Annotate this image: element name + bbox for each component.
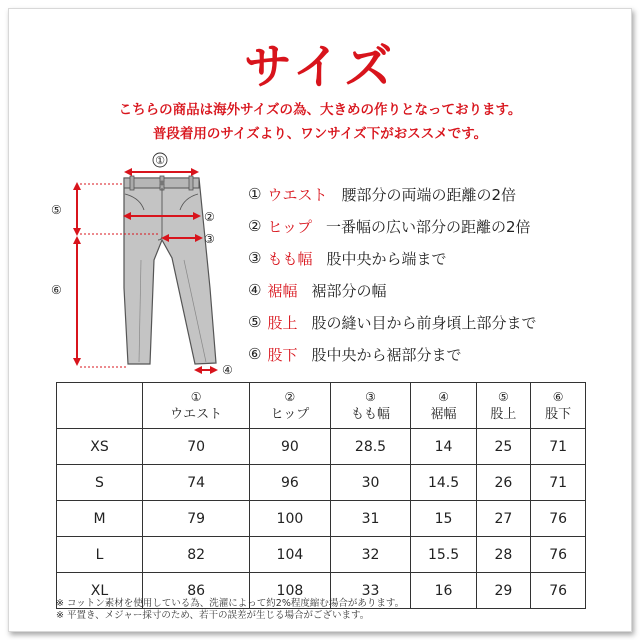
table-row xyxy=(57,429,586,465)
header-corner-cell xyxy=(57,383,143,429)
definition-name: ヒップ xyxy=(267,217,313,236)
table-cell: 15.5 xyxy=(411,537,476,573)
table-cell: 27 xyxy=(476,501,531,537)
column-label: ウエスト xyxy=(170,406,223,422)
definition-description: 一番幅の広い部分の距離の2倍 xyxy=(326,217,531,236)
measurement-definitions xyxy=(248,178,628,370)
table-cell: 14.5 xyxy=(411,465,476,501)
definition-name: 股下 xyxy=(267,345,298,364)
table-cell: 90 xyxy=(250,429,330,465)
column-number: ① xyxy=(190,389,202,404)
column-header xyxy=(330,383,411,429)
marker-5-label: ⑤ xyxy=(51,203,62,217)
definition-number: ② xyxy=(248,217,262,235)
column-header xyxy=(476,383,531,429)
definition-description: 腰部分の両端の距離の2倍 xyxy=(341,185,517,204)
definition-name: 裾幅 xyxy=(267,281,298,300)
column-header xyxy=(143,383,250,429)
definition-description: 裾部分の幅 xyxy=(311,281,387,300)
column-number: ④ xyxy=(438,389,449,404)
table-cell: 79 xyxy=(143,501,250,537)
column-header xyxy=(250,383,330,429)
table-cell: 28 xyxy=(476,537,531,573)
table-cell: 26 xyxy=(476,465,531,501)
table-row xyxy=(57,465,586,501)
column-label: 股上 xyxy=(490,406,517,422)
table-cell: 76 xyxy=(531,537,586,573)
table-cell: 86 xyxy=(143,573,250,609)
size-label: S xyxy=(57,465,143,501)
column-label: 股下 xyxy=(545,406,572,422)
table-cell: 71 xyxy=(531,465,586,501)
table-cell: 76 xyxy=(531,573,586,609)
size-label: M xyxy=(57,501,143,537)
table-cell: 74 xyxy=(143,465,250,501)
definition-row xyxy=(248,274,628,306)
table-cell: 25 xyxy=(476,429,531,465)
table-cell: 30 xyxy=(330,465,411,501)
definition-name: もも幅 xyxy=(267,249,313,268)
marker-4-label: ④ xyxy=(222,363,233,377)
size-label: XL xyxy=(57,573,143,609)
table-row xyxy=(57,537,586,573)
definition-row xyxy=(248,338,628,370)
definition-number: ⑥ xyxy=(248,345,262,363)
definition-name: ウエスト xyxy=(267,185,328,204)
marker-1-label: ① xyxy=(155,154,165,167)
pants-diagram xyxy=(44,148,244,378)
column-label: ヒップ xyxy=(270,406,310,422)
definition-description: 股の縫い目から前身頃上部分まで xyxy=(311,313,537,332)
table-cell: 82 xyxy=(143,537,250,573)
table-cell: 33 xyxy=(330,573,411,609)
marker-2-label: ② xyxy=(204,210,215,224)
table-cell: 100 xyxy=(250,501,330,537)
waist-arrow xyxy=(124,168,199,176)
definition-row xyxy=(248,242,628,274)
table-header-row xyxy=(57,383,586,429)
marker-6-label: ⑥ xyxy=(51,283,62,297)
size-table xyxy=(56,382,586,609)
column-header xyxy=(531,383,586,429)
table-cell: 31 xyxy=(330,501,411,537)
definition-number: ④ xyxy=(248,281,262,299)
column-number: ② xyxy=(284,389,296,404)
definition-row xyxy=(248,178,628,210)
table-cell: 29 xyxy=(476,573,531,609)
table-cell: 70 xyxy=(143,429,250,465)
pants-illustration xyxy=(124,176,216,364)
table-cell: 15 xyxy=(411,501,476,537)
table-cell: 14 xyxy=(411,429,476,465)
column-number: ⑥ xyxy=(552,389,564,404)
table-cell: 108 xyxy=(250,573,330,609)
definition-description: 股中央から端まで xyxy=(326,249,447,268)
table-cell: 76 xyxy=(531,501,586,537)
definition-number: ⑤ xyxy=(248,313,262,331)
definition-number: ③ xyxy=(248,249,262,267)
hem-arrow xyxy=(194,366,218,374)
column-number: ⑤ xyxy=(498,389,509,404)
table-row xyxy=(57,501,586,537)
page-title: サイズ xyxy=(243,39,397,95)
notice-line-2: 普段着用のサイズより、ワンサイズ下がおススメです。 xyxy=(152,126,488,142)
marker-3-label: ③ xyxy=(204,232,215,246)
definition-name: 股上 xyxy=(267,313,298,332)
table-cell: 16 xyxy=(411,573,476,609)
definition-number: ① xyxy=(248,185,262,203)
table-cell: 28.5 xyxy=(330,429,411,465)
table-cell: 96 xyxy=(250,465,330,501)
footnote: ※ コットン素材を使用している為、洗濯によって約2%程度縮む場合があります。 xyxy=(56,598,405,609)
definition-row xyxy=(248,210,628,242)
table-cell: 32 xyxy=(330,537,411,573)
column-number: ③ xyxy=(365,389,376,404)
size-label: L xyxy=(57,537,143,573)
footnotes xyxy=(56,598,404,622)
column-label: もも幅 xyxy=(350,406,390,422)
footnote: ※ 平置き、メジャー採寸のため、若干の誤差が生じる場合がございます。 xyxy=(56,610,370,621)
size-label: XS xyxy=(57,429,143,465)
definition-row xyxy=(248,306,628,338)
definition-description: 股中央から裾部分まで xyxy=(311,345,462,364)
table-cell: 71 xyxy=(531,429,586,465)
table-cell: 104 xyxy=(250,537,330,573)
column-label: 裾幅 xyxy=(430,406,457,422)
notice-line-1: こちらの商品は海外サイズの為、大きめの作りとなっております。 xyxy=(118,102,522,118)
inseam-arrow xyxy=(73,236,128,367)
column-header xyxy=(411,383,476,429)
